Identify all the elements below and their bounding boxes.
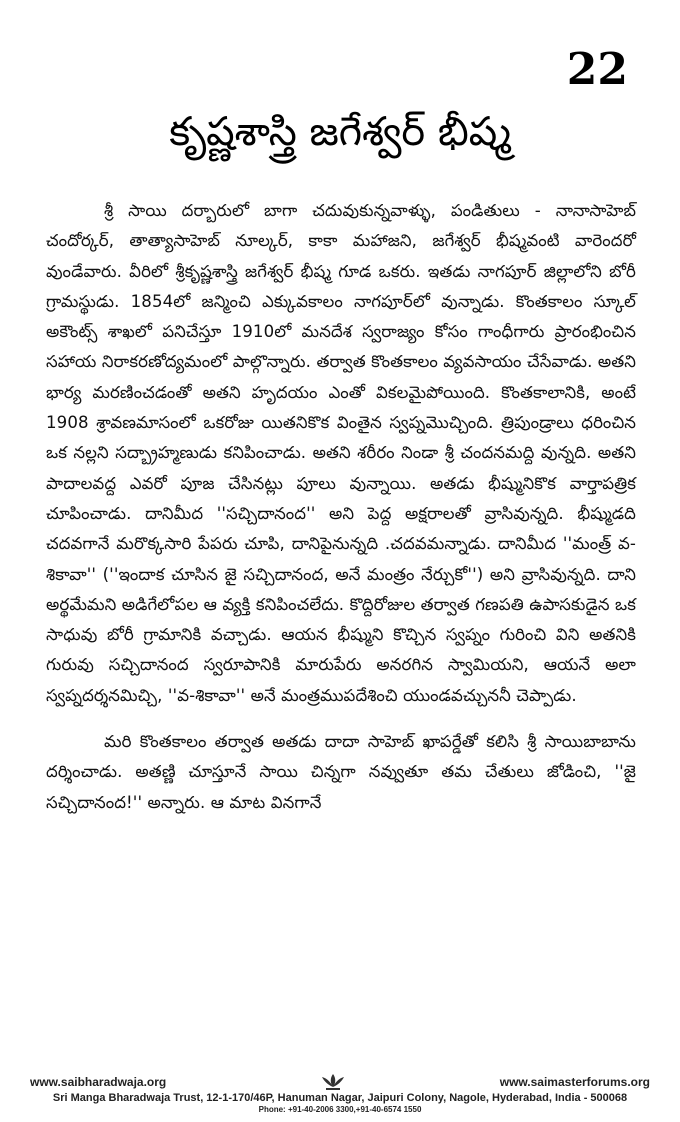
footer-website-right[interactable]: www.saimasterforums.org	[499, 1075, 650, 1089]
body-paragraph-1: శ్రీ సాయి దర్బారులో బాగా చదువుకున్నవాళ్ళు, పండితులు - నానాసాహెబ్ చందోర్కర్, తాత్యాసాహెబ్ నూల్కర్, కాకా మహాజని, జగేశ్వర్ భీష్మవంటి వారెందరో వుండేవారు. వీరిలో శ్రీకృష్ణశాస్త్రి జగేశ్వర్ భీష్మ గూడ ఒకరు. ఇతడు నాగపూర్ జిల్లాలోని బోరీ గ్రామస్థుడు. 1854లో జన్మించి ఎక్కువకాలం నాగపూర్‌లో వున్నాడు. కొంతకాలం స్కూల్ అకౌంట్స్ శాఖలో పనిచేస్తూ 1910లో మనదేశ స్వరాజ్యం కోసం గాంధీగారు ప్రారంభించిన సహాయ నిరాకరణోద్యమంలో పాల్గొన్నారు. తర్వాత కొంతకాలం వ్యవసాయం చేసేవాడు. అతని భార్య మరణించడంతో అతని హృదయం ఎంతో వికలమైపోయింది. కొంతకాలానికి, అంటే 1908 శ్రావణమాసంలో ఒకరోజు యితనికొక వింతైన స్వప్నమొచ్చింది. త్రిపుండ్రాలు ధరించిన ఒక నల్లని సద్బ్రాహ్మణుడు కనిపించాడు. అతని శరీరం నిండా శ్రీ చందనమద్ది వున్నది. అతని పాదాలవద్ద ఎవరో పూజ చేసినట్లు పూలు వున్నాయి. అతడు భీష్మునికొక వార్తాపత్రిక చూపించాడు. దానిమీద ''సచ్చిదానంద'' అని పెద్ద అక్షరాలతో వ్రాసివున్నది. భీష్ముడది చదవగానే మరొక్కసారి పేపరు చూపి, దానిపైనున్నది .చదవమన్నాడు. దానిమీద ''మంత్ర్ వ-శికావా'' (''ఇందాక చూసిన జై సచ్చిదానంద, అనే మంత్రం నేర్చుకో'') అని వ్రాసివున్నది. దాని అర్థమేమని అడిగేలోపల ఆ వ్యక్తి కనిపించలేదు. కొద్దిరోజుల తర్వాత గణపతి ఉపాసకుడైన ఒక సాధువు బోరీ గ్రామానికి వచ్చాడు. ఆయన భీష్ముని కొచ్చిన స్వప్నం గురించి విని అతనికి గురువు సచ్చిదానంద స్వరూపానికి మారుపేరు అనరగిన స్వామియని, ఆయనే అలా స్వప్నదర్శనమిచ్చి, ''వ-శికావా'' అనే మంత్రముపదేశించి యుండవచ్చుననీ చెప్పాడు.	[46, 201, 636, 705]
chapter-body	[46, 196, 636, 818]
lotus-emblem-icon	[319, 1072, 347, 1092]
footer-address: Sri Manga Bharadwaja Trust, 12-1-170/46P, Hanuman Nagar, Jaipuri Colony, Nagole, Hyderabad, India - 500068	[52, 1092, 628, 1104]
footer-website-left[interactable]: www.saibharadwaja.org	[30, 1075, 167, 1089]
chapter-title: కృష్ణశాస్త్రి జగేశ్వర్ భీష్మ	[169, 109, 511, 155]
footer-phone: Phone: +91-40-2006 3300,+91-40-6574 1550	[258, 1105, 422, 1114]
page-footer	[30, 1072, 650, 1115]
body-paragraph-2: మరి కొంతకాలం తర్వాత అతడు దాదా సాహెబ్ ఖాపర్డేతో కలిసి శ్రీ సాయిబాబాను దర్శించాడు. అతణ్ణి చూస్తూనే సాయి చిన్నగా నవ్వుతూ తమ చేతులు జోడించి, ''జై సచ్చిదానంద!'' అన్నారు. ఆ మాట వినగానే	[46, 732, 636, 812]
chapter-number: 22	[566, 44, 628, 95]
